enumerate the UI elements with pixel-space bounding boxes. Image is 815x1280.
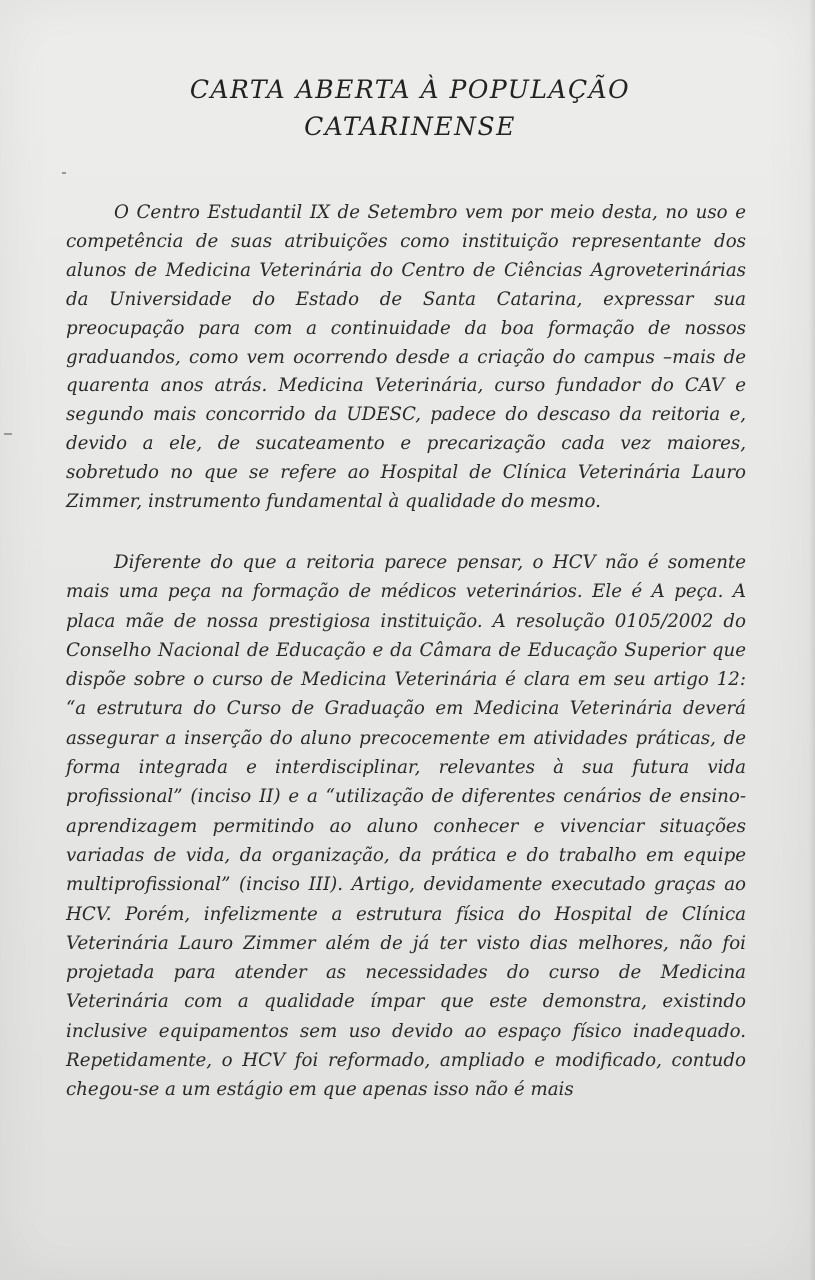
paragraph-2: Diferente do que a reitoria parece pensar, o HCV não é somente mais uma peça na formação de médicos veterinários. Ele é A peça. A placa mãe de nossa prestigiosa instituição. A resolução 0105/2002 do Conselho Nacional de Educação e da Câmara de Educação Superior que dispõe sobre o curso de Medicina Veterinária é clara em seu artigo 12: “a estrutura do Curso de Graduação em Medicina Veterinária deverá assegurar a inserção do aluno precocemente em atividades práticas, de forma integrada e interdisciplinar, relevantes à sua futura vida profissional” (inciso II) e a “utilização de diferentes cenários de ensino-aprendizagem permitindo ao aluno conhecer e vivenciar situações variadas de vida, da organização, da prática e do trabalho em equipe multiprofissional” (inciso III). Artigo, devidamente executado graças ao HCV. Porém, infelizmente a estrutura física do Hospital de Clínica Veterinária Lauro Zimmer além de já ter visto dias melhores, não foi projetada para atender as necessidades do curso de Medicina Veterinária com a qualidade ímpar que este demonstra, existindo inclusive equipamentos sem uso devido ao espaço físico inadequado. Repetidamente, o HCV foi reformado, ampliado e modificado, contudo chegou-se a um estágio em que apenas isso não é mais <box>66 552 746 1101</box>
paper-margin-mark <box>4 433 12 435</box>
page-edge-shadow <box>809 0 815 1280</box>
paragraph-1: O Centro Estudantil IX de Setembro vem por meio desta, no uso e competência de suas atribuições como instituição representante dos alunos de Medicina Veterinária do Centro de Ciências Agroveterinárias da Universidade do Estado de Santa Catarina, expressar sua preocupação para com a continuidade da boa formação de nossos graduandos, como vem ocorrendo desde a criação do campus –mais de quarenta anos atrás. Medicina Veterinária, curso fundador do CAV e segundo mais concorrido da UDESC, padece do descaso da reitoria e, devido a ele, de sucateamento e precarização cada vez maiores, sobretudo no que se refere ao Hospital de Clínica Veterinária Lauro Zimmer, instrumento fundamental à qualidade do mesmo. <box>66 202 746 513</box>
letter-title-line-1: CARTA ABERTA À POPULAÇÃO <box>189 75 631 104</box>
letter-title-line-2: CATARINENSE <box>304 112 516 141</box>
paper-speck <box>62 172 66 174</box>
